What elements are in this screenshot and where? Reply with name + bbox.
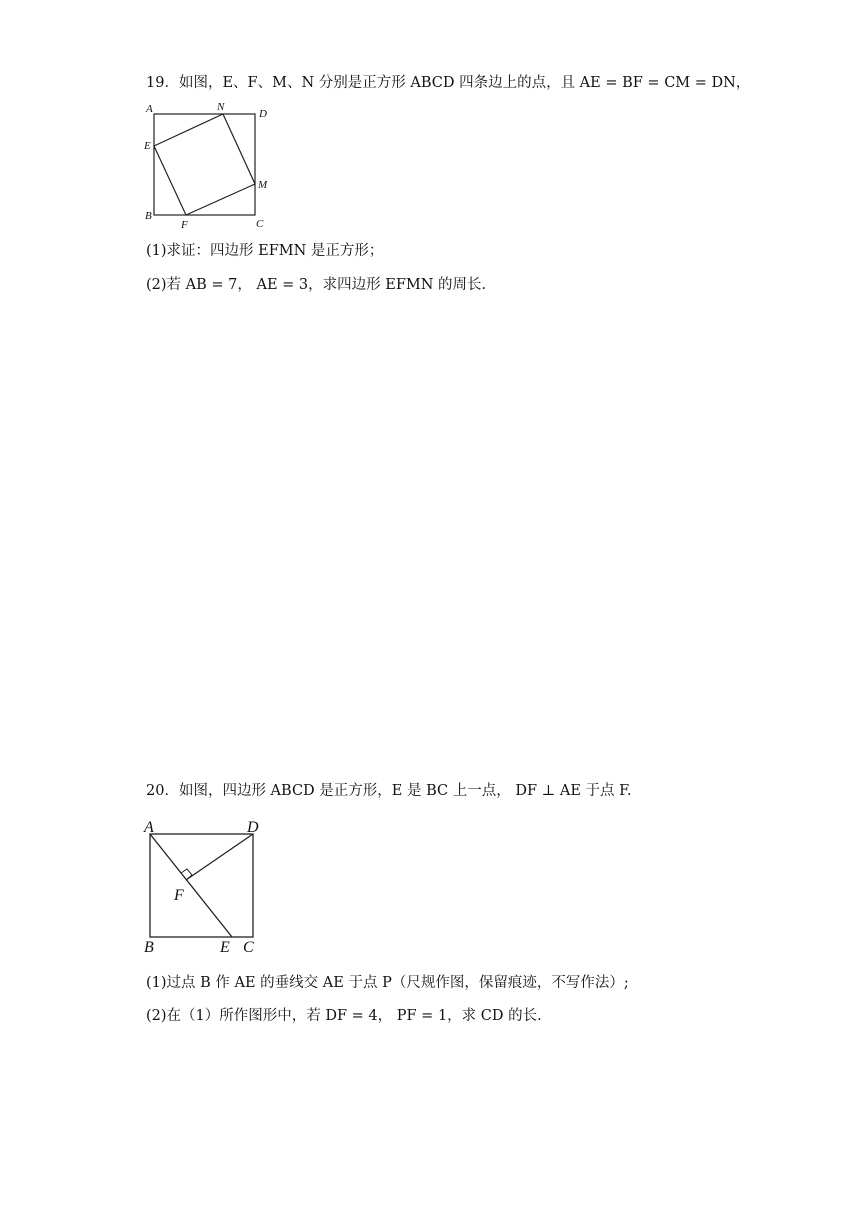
label-f: F: [174, 887, 184, 904]
question-19-figure: [140, 98, 280, 232]
question-19-part-1: (1)求证：四边形 EFMN 是正方形；: [146, 243, 384, 259]
question-20-part-1: (1)过点 B 作 AE 的垂线交 AE 于点 P（尺规作图，保留痕迹，不写作法）;: [146, 975, 629, 991]
label-c: C: [243, 939, 254, 956]
square-abcd: [154, 114, 255, 215]
label-d: D: [247, 819, 259, 836]
label-a: A: [144, 819, 154, 836]
question-19-stem: 19．如图，E、F、M、N 分别是正方形 ABCD 四条边上的点，且 AE = BF = CM = DN，: [146, 75, 751, 91]
label-e: E: [220, 939, 230, 956]
label-c: C: [256, 218, 264, 230]
question-20-stem: 20．如图，四边形 ABCD 是正方形，E 是 BC 上一点， DF ⊥ AE 于点 F.: [146, 783, 632, 799]
question-20-part-2: (2)在（1）所作图形中，若 DF = 4， PF = 1，求 CD 的长.: [146, 1008, 542, 1024]
label-b: B: [145, 210, 152, 222]
segment-df: [186, 834, 253, 880]
label-b: B: [144, 939, 154, 956]
label-d: D: [259, 108, 267, 120]
square-efmn: [154, 114, 255, 215]
label-n: N: [217, 101, 225, 113]
label-a: A: [146, 103, 153, 115]
label-m: M: [258, 179, 268, 191]
label-e: E: [144, 140, 151, 152]
question-19-part-2: (2)若 AB = 7， AE = 3，求四边形 EFMN 的周长.: [146, 277, 487, 293]
question-20-figure: [140, 814, 270, 956]
square-abcd: [150, 834, 253, 937]
label-f: F: [181, 219, 188, 231]
segment-ae: [150, 834, 232, 937]
